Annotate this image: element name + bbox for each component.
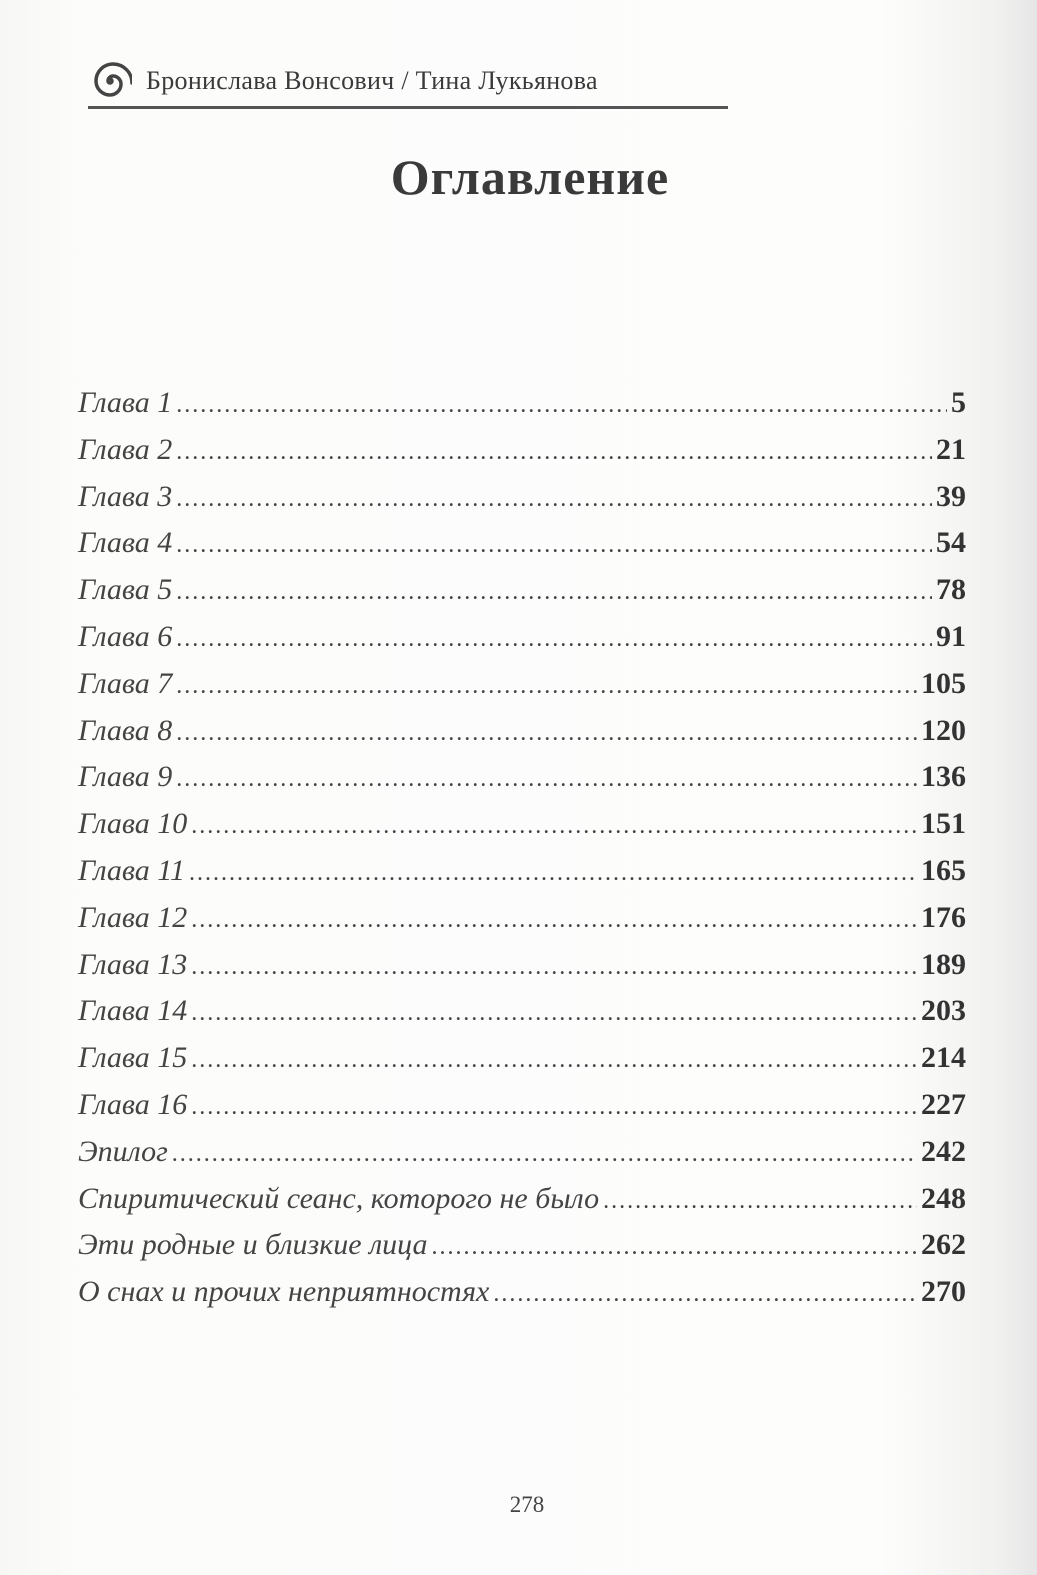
toc-leader-dots	[172, 1141, 917, 1168]
toc-entry-label: Глава 11	[78, 853, 186, 887]
toc-leader-dots	[176, 532, 932, 559]
toc-leader-dots	[191, 1094, 917, 1121]
toc-leader-dots	[176, 626, 932, 653]
toc-leader-dots	[191, 954, 917, 981]
toc-leader-dots	[191, 813, 917, 840]
toc-entry-page: 248	[921, 1181, 966, 1215]
toc-entry-label: Глава 5	[78, 573, 173, 607]
toc-entry-label: Спиритический сеанс, которого не было	[78, 1181, 600, 1215]
toc-entry-label: Глава 3	[78, 479, 173, 513]
page-number: 278	[509, 1492, 545, 1517]
toc-entry-label: О снах и прочих неприятностях	[78, 1275, 490, 1309]
toc-leader-dots	[176, 579, 932, 606]
toc-entry-label: Глава 13	[78, 947, 188, 981]
toc-entry-page: 227	[921, 1087, 966, 1121]
toc-leader-dots	[603, 1188, 917, 1215]
toc-entry-label: Глава 7	[78, 666, 173, 700]
toc-leader-dots	[191, 907, 917, 934]
toc-entry-page: 242	[921, 1134, 966, 1168]
toc-entry	[78, 760, 966, 807]
toc-entry	[78, 667, 966, 714]
toc-leader-dots	[191, 1000, 917, 1027]
toc-leader-dots	[176, 439, 932, 466]
toc-entry-label: Глава 15	[78, 1041, 188, 1075]
toc-entry-page: 54	[936, 526, 966, 560]
toc-entry-page: 214	[921, 1041, 966, 1075]
toc-entry	[78, 714, 966, 761]
toc-entry-label: Глава 16	[78, 1087, 188, 1121]
toc-leader-dots	[176, 486, 932, 513]
toc-entry	[78, 386, 966, 433]
toc-entry	[78, 573, 966, 620]
toc-entry-page: 176	[921, 900, 966, 934]
toc-entry-page: 262	[921, 1228, 966, 1262]
toc-leader-dots	[176, 720, 917, 747]
spiral-icon	[88, 59, 132, 103]
toc-leader-dots	[432, 1234, 917, 1261]
table-of-contents	[78, 386, 966, 1322]
toc-entry	[78, 433, 966, 480]
toc-entry-page: 78	[936, 573, 966, 607]
toc-entry-label: Глава 2	[78, 432, 173, 466]
toc-leader-dots	[176, 766, 917, 793]
toc-entry	[78, 620, 966, 667]
toc-entry-page: 189	[921, 947, 966, 981]
toc-entry-page: 5	[951, 386, 966, 419]
toc-leader-dots	[189, 860, 917, 887]
toc-leader-dots	[493, 1281, 917, 1308]
toc-entry-page: 136	[921, 760, 966, 794]
toc-entry-page: 21	[936, 432, 966, 466]
toc-entry-page: 39	[936, 479, 966, 513]
toc-entry-page: 91	[936, 619, 966, 653]
toc-entry-label: Эпилог	[78, 1134, 168, 1168]
toc-entry	[78, 1041, 966, 1088]
running-header	[88, 56, 728, 109]
toc-entry	[78, 994, 966, 1041]
toc-entry-page: 270	[921, 1275, 966, 1309]
toc-entry-label: Глава 9	[78, 760, 173, 794]
toc-entry	[78, 901, 966, 948]
toc-entry-page: 105	[921, 666, 966, 700]
toc-entry-label: Глава 12	[78, 900, 188, 934]
toc-entry-label: Глава 4	[78, 526, 173, 560]
toc-entry-page: 120	[921, 713, 966, 747]
toc-entry-page: 165	[921, 853, 966, 887]
toc-entry	[78, 1228, 966, 1275]
toc-entry	[78, 1275, 966, 1322]
toc-entry	[78, 480, 966, 527]
toc-entry-label: Глава 8	[78, 713, 173, 747]
toc-entry	[78, 526, 966, 573]
toc-entry-label: Глава 14	[78, 994, 188, 1028]
toc-entry	[78, 1182, 966, 1229]
toc-entry-label: Эти родные и близкие лица	[78, 1228, 428, 1262]
toc-leader-dots	[176, 673, 917, 700]
toc-entry	[78, 1135, 966, 1182]
toc-leader-dots	[176, 392, 947, 419]
header-authors: Бронислава Вонсович / Тина Лукьянова	[146, 66, 598, 95]
toc-entry	[78, 854, 966, 901]
toc-entry-label: Глава 1	[78, 386, 173, 419]
toc-entry-label: Глава 10	[78, 807, 188, 841]
toc-entry-page: 203	[921, 994, 966, 1028]
toc-entry	[78, 948, 966, 995]
toc-entry	[78, 1088, 966, 1135]
toc-leader-dots	[191, 1047, 917, 1074]
toc-entry-label: Глава 6	[78, 619, 173, 653]
toc-entry	[78, 807, 966, 854]
toc-entry-page: 151	[921, 807, 966, 841]
page-title: Оглавление	[390, 149, 670, 205]
